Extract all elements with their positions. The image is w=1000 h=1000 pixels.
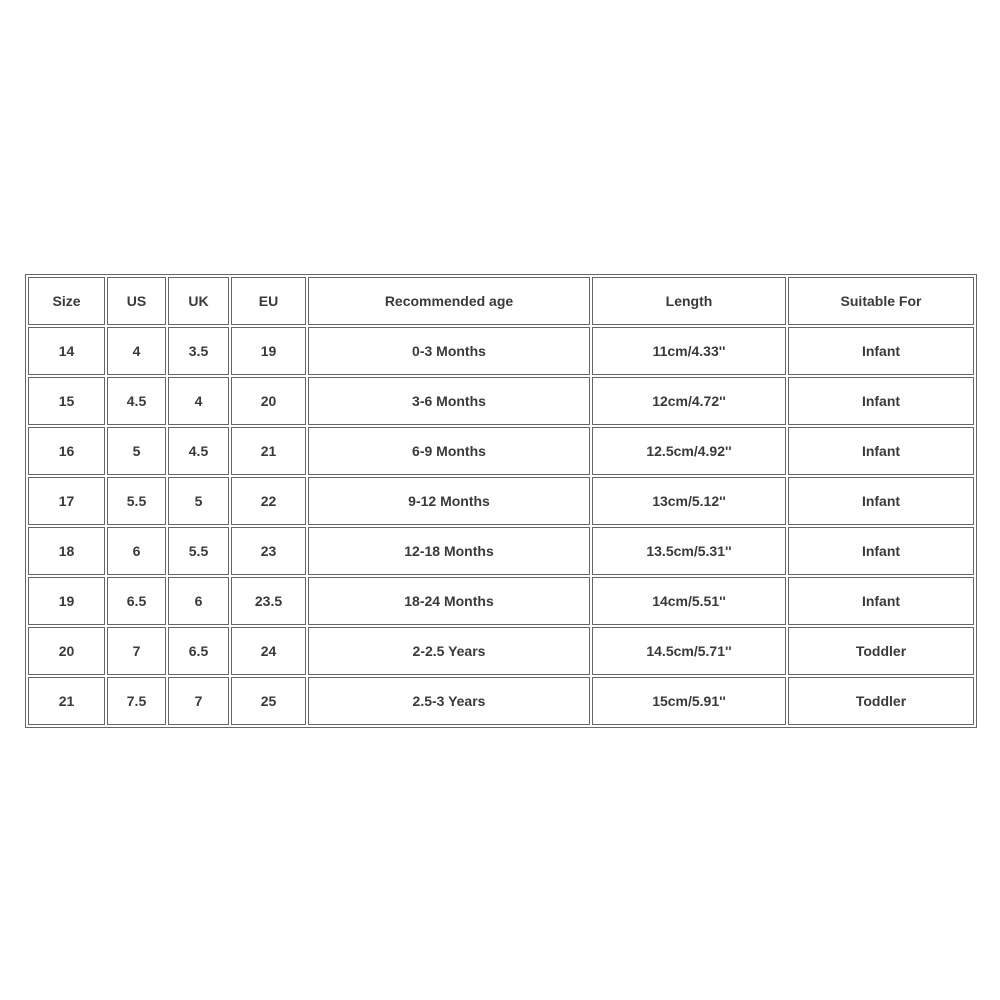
cell-uk: 4: [168, 377, 229, 425]
header-length: Length: [592, 277, 786, 325]
header-suitable-for: Suitable For: [788, 277, 974, 325]
cell-recommended-age: 2-2.5 Years: [308, 627, 590, 675]
cell-recommended-age: 12-18 Months: [308, 527, 590, 575]
cell-eu: 23.5: [231, 577, 306, 625]
table-row: [28, 377, 974, 425]
cell-suitable-for: Toddler: [788, 677, 974, 725]
cell-eu: 23: [231, 527, 306, 575]
cell-us: 4.5: [107, 377, 166, 425]
cell-eu: 20: [231, 377, 306, 425]
cell-recommended-age: 0-3 Months: [308, 327, 590, 375]
header-recommended-age: Recommended age: [308, 277, 590, 325]
cell-length: 12.5cm/4.92'': [592, 427, 786, 475]
cell-length: 14cm/5.51'': [592, 577, 786, 625]
cell-length: 13.5cm/5.31'': [592, 527, 786, 575]
cell-size: 21: [28, 677, 105, 725]
header-uk: UK: [168, 277, 229, 325]
cell-eu: 24: [231, 627, 306, 675]
cell-us: 6: [107, 527, 166, 575]
cell-size: 19: [28, 577, 105, 625]
table-row: [28, 477, 974, 525]
table-row: [28, 527, 974, 575]
cell-eu: 21: [231, 427, 306, 475]
cell-suitable-for: Infant: [788, 477, 974, 525]
cell-us: 4: [107, 327, 166, 375]
table-row: [28, 427, 974, 475]
cell-suitable-for: Infant: [788, 527, 974, 575]
cell-recommended-age: 2.5-3 Years: [308, 677, 590, 725]
cell-suitable-for: Infant: [788, 577, 974, 625]
cell-length: 11cm/4.33'': [592, 327, 786, 375]
header-us: US: [107, 277, 166, 325]
table-body: [28, 327, 974, 725]
cell-recommended-age: 3-6 Months: [308, 377, 590, 425]
cell-uk: 6: [168, 577, 229, 625]
cell-recommended-age: 9-12 Months: [308, 477, 590, 525]
cell-uk: 5.5: [168, 527, 229, 575]
cell-length: 15cm/5.91'': [592, 677, 786, 725]
cell-suitable-for: Toddler: [788, 627, 974, 675]
cell-uk: 7: [168, 677, 229, 725]
cell-recommended-age: 6-9 Months: [308, 427, 590, 475]
cell-suitable-for: Infant: [788, 377, 974, 425]
cell-size: 18: [28, 527, 105, 575]
table-row: [28, 627, 974, 675]
cell-uk: 4.5: [168, 427, 229, 475]
cell-length: 12cm/4.72'': [592, 377, 786, 425]
cell-size: 14: [28, 327, 105, 375]
table-row: [28, 327, 974, 375]
cell-eu: 22: [231, 477, 306, 525]
cell-uk: 5: [168, 477, 229, 525]
cell-recommended-age: 18-24 Months: [308, 577, 590, 625]
table-row: [28, 577, 974, 625]
cell-suitable-for: Infant: [788, 327, 974, 375]
cell-us: 5.5: [107, 477, 166, 525]
cell-size: 16: [28, 427, 105, 475]
header-eu: EU: [231, 277, 306, 325]
cell-size: 17: [28, 477, 105, 525]
cell-us: 7.5: [107, 677, 166, 725]
cell-size: 15: [28, 377, 105, 425]
cell-uk: 3.5: [168, 327, 229, 375]
cell-size: 20: [28, 627, 105, 675]
cell-uk: 6.5: [168, 627, 229, 675]
cell-suitable-for: Infant: [788, 427, 974, 475]
cell-us: 7: [107, 627, 166, 675]
header-row: [28, 277, 974, 325]
table-header: [28, 277, 974, 325]
cell-eu: 19: [231, 327, 306, 375]
cell-eu: 25: [231, 677, 306, 725]
table-row: [28, 677, 974, 725]
cell-length: 13cm/5.12'': [592, 477, 786, 525]
cell-us: 6.5: [107, 577, 166, 625]
cell-length: 14.5cm/5.71'': [592, 627, 786, 675]
size-chart-table: [25, 274, 977, 728]
cell-us: 5: [107, 427, 166, 475]
header-size: Size: [28, 277, 105, 325]
